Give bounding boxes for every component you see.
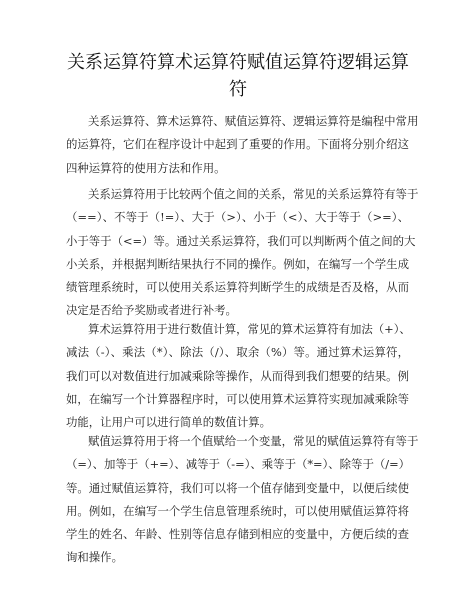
text-line: 如，在编写一个计算器程序时，可以使用算术运算符实现加减乘除等 (66, 391, 409, 406)
text-line: 关系运算符用于比较两个值之间的关系，常见的关系运算符有等于 (88, 187, 419, 201)
text-line: 关系运算符、算术运算符、赋值运算符、逻辑运算符是编程中常用 (88, 114, 419, 128)
text-line: 的运算符，它们在程序设计中起到了重要的作用。下面将分别介绍这 (66, 137, 409, 152)
text-line: 绩管理系统时，可以使用关系运算符判断学生的成绩是否及格，从而 (66, 280, 409, 295)
text-line: 小关系，并根据判断结果执行不同的操作。例如，在编写一个学生成 (66, 256, 409, 271)
paragraph-arithmetic (66, 318, 409, 434)
page-title: 关系运算符算术运算符赋值运算符逻辑运算符 (67, 52, 409, 100)
paragraph-assignment (66, 430, 419, 570)
text-line: （==）、不等于（!=）、大于（>）、小于（<）、大于等于（>=）、 (66, 210, 409, 225)
text-line: 等。通过赋值运算符，我们可以将一个值存储到变量中，以便后续使 (66, 480, 409, 495)
paragraph-intro (66, 110, 419, 180)
text-line: 询和操作。 (66, 550, 123, 565)
text-line: 赋值运算符用于将一个值赋给一个变量，常见的赋值运算符有等于 (88, 434, 419, 448)
text-line: 用。例如，在编写一个学生信息管理系统时，可以使用赋值运算符将 (66, 503, 409, 518)
text-line: 小于等于（<=）等。通过关系运算符，我们可以判断两个值之间的大 (66, 233, 416, 248)
text-line: （=）、加等于（+=）、减等于（-=）、乘等于（*=）、除等于（/=） (66, 457, 411, 472)
text-line: 学生的姓名、年龄、性别等信息存储到相应的变量中，方便后续的查 (66, 527, 409, 542)
text-line: 算术运算符用于进行数值计算，常见的算术运算符有加法（+）、 (88, 322, 411, 336)
text-line: 减法（-）、乘法（*）、除法（/）、取余（%）等。通过算术运算符， (66, 345, 409, 360)
text-line: 四种运算符的使用方法和作用。 (66, 160, 226, 175)
text-line: 决定是否给予奖励或者进行补考。 (66, 303, 237, 318)
paragraph-relational (66, 183, 419, 323)
text-line: 我们可以对数值进行加减乘除等操作，从而得到我们想要的结果。例 (66, 368, 409, 383)
text-line: 功能，让用户可以进行简单的数值计算。 (66, 415, 272, 430)
